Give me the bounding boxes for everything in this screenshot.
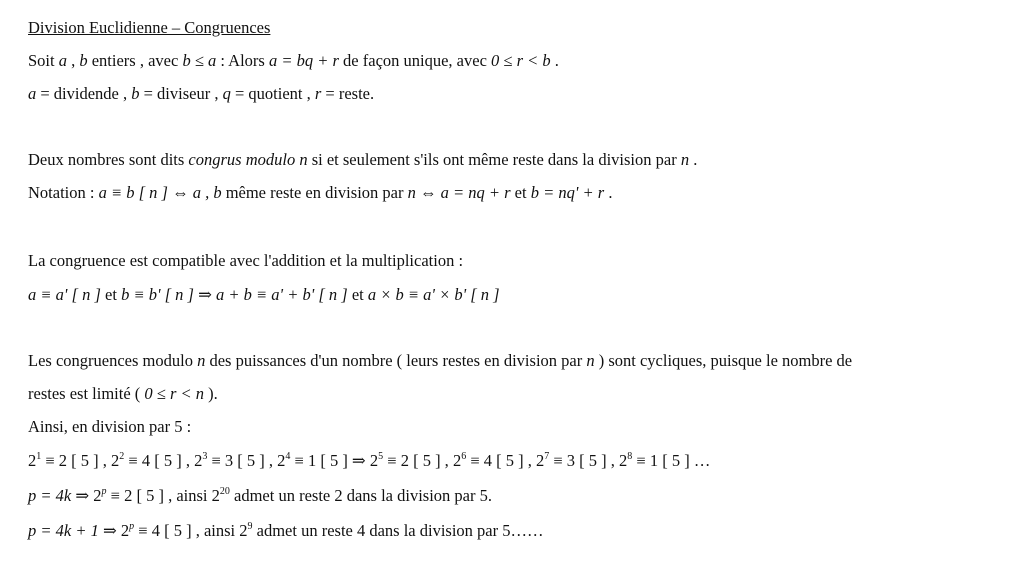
line-notation: Notation : a ≡ b [ n ] ⇔ a , b même reste en division par n ⇔ a = nq + r et b = nq' + r . <box>28 183 613 202</box>
line-limited-remainders: restes est limité ( 0 ≤ r < n ). <box>28 384 218 403</box>
power-item: $2^4 \equiv 1$ [ 5 ] ⇒ <box>277 451 370 470</box>
line-euclidean-division: Soit a , b entiers , avec b ≤ a : Alors a = bq + r de façon unique, avec 0 ≤ r < b . <box>28 51 559 70</box>
power-item: $2^7 \equiv 3$ [ 5 ] , <box>535 451 620 470</box>
power-item: $2^6 \equiv 4$ [ 5 ] , <box>452 451 536 470</box>
line-compatibility-formula: a ≡ a' [ n ] et b ≡ b' [ n ] ⇒ a + b ≡ a' + b' [ n ] et a × b ≡ a' × b' [ n ] <box>28 285 500 304</box>
line-p-equals-4k-plus-1: p = 4k + 1 ⇒ $2^p \equiv 4$ [ 5 ] , ainsi $2^9$ admet un reste 4 dans la division par 5…… <box>28 521 544 540</box>
power-item: $2^8 \equiv 1$ [ 5 ] … <box>619 451 711 470</box>
power-item: $2^2 \equiv 4$ [ 5 ] , <box>111 451 195 470</box>
power-item: $2^1 \equiv 2$ [ 5 ] , <box>28 451 112 470</box>
line-division-by-5: Ainsi, en division par 5 : <box>28 417 192 436</box>
line-p-equals-4k: p = 4k ⇒ $2^p \equiv 2$ [ 5 ] , ainsi $2^{20}$ admet un reste 2 dans la division par 5. <box>28 486 492 505</box>
line-powers-of-two <box>28 451 710 471</box>
power-item: $2^5 \equiv 2$ [ 5 ] , <box>369 451 453 470</box>
line-compatibility: La congruence est compatible avec l'addition et la multiplication : <box>28 251 464 270</box>
line-definitions: a = dividende , b = diviseur , q = quotient , r = reste. <box>28 84 375 103</box>
page-title: Division Euclidienne – Congruences <box>28 18 271 37</box>
line-cyclic-powers: Les congruences modulo n des puissances d'un nombre ( leurs restes en division par n ) sont cycliques, puisque le nombre de <box>28 351 853 370</box>
power-item: $2^3 \equiv 3$ [ 5 ] , <box>194 451 278 470</box>
line-congruence-definition: Deux nombres sont dits congrus modulo n si et seulement s'ils ont même reste dans la division par n . <box>28 150 698 169</box>
